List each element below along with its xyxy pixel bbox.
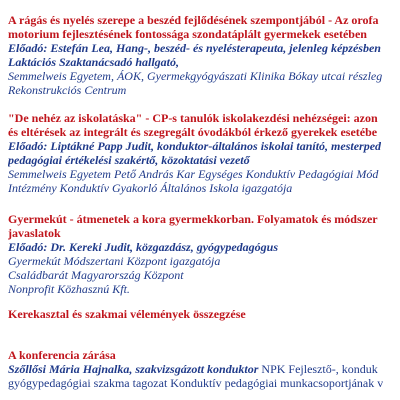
closing-speaker-line bbox=[8, 362, 383, 376]
speaker-line: pedagógiai értékelési szakértő, közoktatási vezető bbox=[8, 153, 250, 167]
affiliation-line: Gyermekút Módszertani Központ igazgatója bbox=[8, 254, 221, 268]
affiliation-line: Nonprofit Közhasznú Kft. bbox=[8, 282, 130, 296]
program-item-3 bbox=[8, 212, 378, 296]
item-title-line: Kerekasztal és szakmai vélemények összegzése bbox=[8, 307, 246, 321]
speaker-name: Szőllősi Mária Hajnalka, szakvizsgázott konduktor bbox=[8, 362, 259, 376]
affiliation-line: Családbarát Magyarország Központ bbox=[8, 268, 184, 282]
speaker-line: Laktációs Szaktanácsadó hallgató, bbox=[8, 55, 180, 69]
speaker-role: NPK Fejlesztő-, konduk bbox=[258, 362, 378, 376]
affiliation-line: Rekonstrukciós Centrum bbox=[8, 83, 127, 97]
item-title-line: és eltérések az integrált és szegregált óvodákból érkező gyerekek esetébe bbox=[8, 125, 378, 139]
item-title-line: A rágás és nyelés szerepe a beszéd fejlődésének szempontjából - Az orofa bbox=[8, 13, 379, 27]
program-item-5 bbox=[8, 348, 383, 390]
speaker-line: Előadó: Liptákné Papp Judit, konduktor-általános iskolai tanító, mesterped bbox=[8, 139, 382, 153]
affiliation-line: Semmelweis Egyetem Pető András Kar Egységes Konduktív Pedagógiai Mód bbox=[8, 167, 379, 181]
item-title-line: javaslatok bbox=[8, 226, 61, 240]
item-title-line: Gyermekút - átmenetek a kora gyermekkorban. Folyamatok és módszer bbox=[8, 212, 378, 226]
affiliation-line: Semmelweis Egyetem, ÁOK, Gyermekgyógyászati Klinika Bókay utcai részleg bbox=[8, 69, 383, 83]
item-title-line: "De nehéz az iskolatáska" - CP-s tanulók iskolakezdési nehézségei: azon bbox=[8, 111, 378, 125]
program-item-4 bbox=[8, 307, 246, 321]
affiliation-line: gyógypedagógiai szakma tagozat Konduktív pedagógiai munkacsoportjának v bbox=[8, 376, 384, 390]
affiliation-line: Intézmény Konduktív Gyakorló Általános Iskola igazgatója bbox=[8, 181, 293, 195]
speaker-line: Előadó: Dr. Kereki Judit, közgazdász, gyógypedagógus bbox=[8, 240, 279, 254]
item-title-line: motorium fejlesztésének fontossága szondatáplált gyermekek esetében bbox=[8, 27, 367, 41]
program-item-2 bbox=[8, 111, 381, 195]
speaker-line: Előadó: Estefán Lea, Hang-, beszéd- és nyelésterapeuta, jelenleg képzésben bbox=[8, 41, 381, 55]
program-item-1 bbox=[8, 13, 382, 97]
item-title-line: A konferencia zárása bbox=[8, 348, 116, 362]
